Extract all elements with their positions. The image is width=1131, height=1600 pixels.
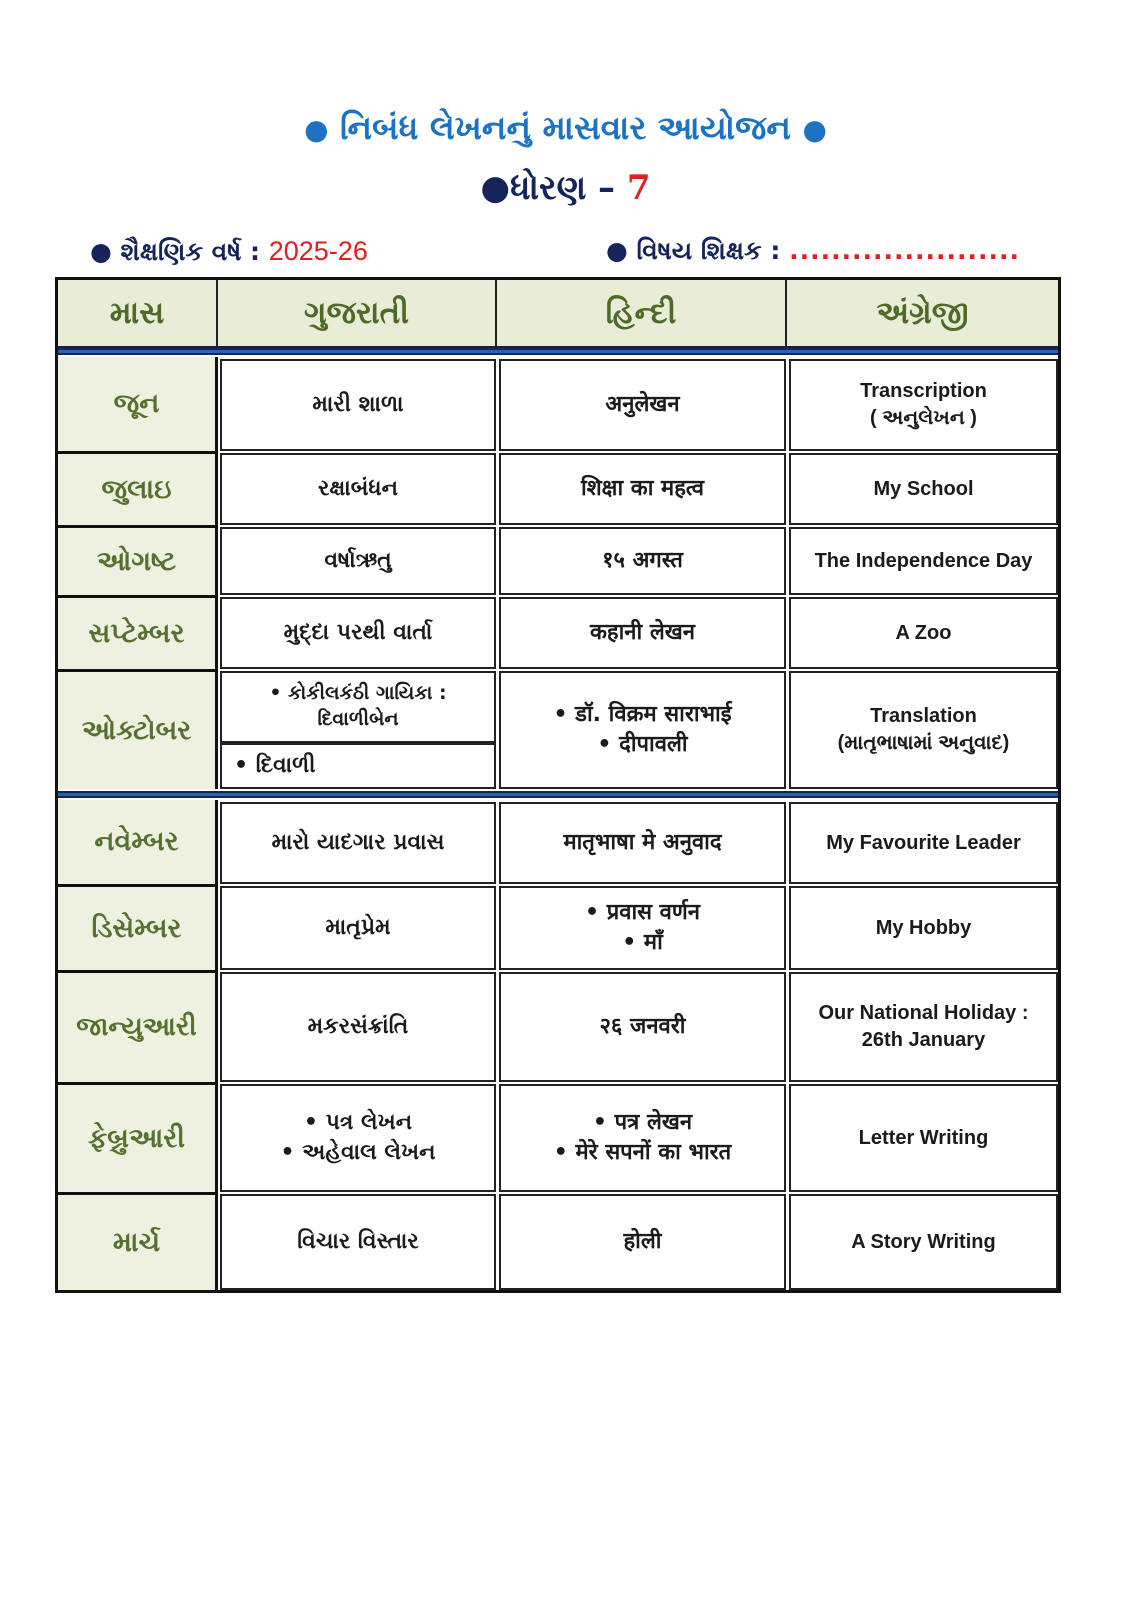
cell-text: • કોકીલકંઠી ગાયિકા : [269, 682, 447, 705]
cell-text: अनुलेखन [605, 392, 680, 418]
cell-text: A Story Writing [851, 1230, 996, 1253]
header-divider [58, 348, 1058, 355]
gujarati-cell [220, 453, 496, 525]
cell-text-2: (માતૃભાષામાં અનુવાદ) [837, 732, 1010, 754]
month-cell: ઓગષ્ટ [58, 525, 218, 595]
cell-text-2: ( અનુલેખન ) [870, 407, 977, 429]
english-cell [789, 671, 1058, 789]
bullet-icon: ● [304, 113, 329, 146]
cell-text: • પત્ર લેખન [303, 1110, 413, 1136]
cell-text: • प्रवास वर्णन [584, 900, 701, 926]
month-cell: જૂન [58, 357, 218, 451]
month-cell: જુલાઇ [58, 451, 218, 525]
hindi-cell [499, 597, 786, 669]
cell-text: २६ जनवरी [599, 1014, 686, 1040]
cell-text: १५ अगस्त [602, 548, 683, 574]
hindi-cell [499, 453, 786, 525]
month-cell: સપ્ટેમ્બર [58, 595, 218, 669]
english-cell [789, 1194, 1058, 1290]
gujarati-cell [220, 527, 496, 595]
cell-text: મકરસંક્રાંતિ [307, 1014, 409, 1040]
title-text: નિબંધ લેખનનું માસવાર આયોજન [340, 108, 791, 147]
hindi-cell [499, 1194, 786, 1290]
cell-text-2: • माँ [622, 930, 663, 955]
cell-text: My Hobby [875, 916, 972, 939]
cell-text: मातृभाषा मे अनुवाद [563, 830, 722, 856]
english-cell [789, 972, 1058, 1082]
cell-text: My School [873, 477, 974, 500]
gujarati-cell [220, 597, 496, 669]
gujarati-cell [220, 743, 496, 789]
bullet-icon: ● [480, 168, 511, 208]
teacher-label: વિષય શિક્ષક : [636, 236, 781, 265]
month-cell: ઓક્ટોબર [58, 669, 218, 789]
cell-text: शिक्षा का महत्व [581, 476, 704, 502]
gujarati-cell [220, 802, 496, 884]
english-cell [789, 597, 1058, 669]
cell-text: Translation [870, 705, 977, 727]
term-divider [58, 791, 1058, 798]
english-cell [789, 802, 1058, 884]
cell-text: • डॉ. विक्रम साराभाई [553, 702, 732, 728]
planning-table [55, 277, 1061, 1293]
gujarati-cell [220, 886, 496, 970]
month-cell: જાન્યુઆરી [58, 970, 218, 1082]
page-title [0, 108, 1131, 148]
cell-text-2: • दीपावली [597, 732, 688, 757]
english-cell [789, 527, 1058, 595]
english-cell [789, 886, 1058, 970]
year-value: 2025-26 [268, 236, 368, 266]
cell-text: Our National Holiday : [818, 1002, 1029, 1024]
cell-text: મુદ્દા પરથી વાર્તા [283, 620, 433, 646]
cell-text-2: 26th January [861, 1029, 986, 1051]
cell-text: વર્ષાઋતુ [324, 548, 392, 574]
subject-teacher [606, 236, 1020, 266]
bullet-icon: ● [90, 237, 112, 266]
cell-text: कहानी लेखन [590, 620, 695, 646]
month-cell: માર્ચ [58, 1192, 218, 1290]
cell-text-2: • मेरे सपनों का भारत [553, 1140, 732, 1165]
english-cell [789, 453, 1058, 525]
gujarati-cell [220, 1194, 496, 1290]
english-cell [789, 359, 1058, 451]
month-cell: ડિસેમ્બર [58, 884, 218, 970]
column-header-month: માસ [58, 280, 218, 348]
hindi-cell [499, 972, 786, 1082]
hindi-cell [499, 359, 786, 451]
cell-text: A Zoo [895, 621, 952, 644]
column-header-english: અંગ્રેજી [787, 280, 1058, 348]
cell-text: होली [623, 1229, 662, 1255]
cell-text: મારી શાળા [312, 392, 404, 418]
cell-text: Letter Writing [858, 1126, 989, 1149]
hindi-cell [499, 1084, 786, 1192]
hindi-cell [499, 802, 786, 884]
year-label: શૈક્ષણિક વર્ષ : [120, 237, 261, 266]
gujarati-cell [220, 1084, 496, 1192]
month-cell: ફેબ્રુઆરી [58, 1082, 218, 1192]
standard-number: 7 [626, 168, 651, 208]
teacher-blank: ...................... [789, 236, 1021, 265]
cell-text: My Favourite Leader [826, 831, 1021, 854]
hindi-cell [499, 886, 786, 970]
bullet-icon: ● [606, 236, 628, 265]
cell-text-2: દિવાળીબેન [317, 708, 399, 730]
standard-heading [0, 168, 1131, 208]
hindi-cell [499, 671, 786, 789]
gujarati-cell [220, 671, 496, 743]
cell-text: રક્ષાબંધન [318, 476, 398, 502]
hindi-cell [499, 527, 786, 595]
cell-text-2: • અહેવાલ લેખન [280, 1140, 436, 1165]
cell-text: The Independence Day [814, 549, 1033, 572]
column-header-gujarati: ગુજરાતી [218, 280, 497, 348]
standard-label: ધોરણ – [510, 168, 616, 208]
cell-text: • દિવાળી [234, 753, 316, 779]
bullet-icon: ● [802, 113, 827, 146]
column-header-hindi: હિન્દી [497, 280, 787, 348]
cell-text: વિચાર વિસ્તાર [297, 1229, 419, 1255]
english-cell [789, 1084, 1058, 1192]
cell-text: માતૃપ્રેમ [325, 915, 391, 941]
month-cell: નવેમ્બર [58, 800, 218, 884]
cell-text: મારો યાદગાર પ્રવાસ [271, 830, 445, 856]
gujarati-cell [220, 359, 496, 451]
cell-text: • पत्र लेखन [592, 1110, 693, 1136]
cell-text: Transcription [860, 380, 987, 402]
gujarati-cell [220, 972, 496, 1082]
academic-year [90, 236, 368, 267]
